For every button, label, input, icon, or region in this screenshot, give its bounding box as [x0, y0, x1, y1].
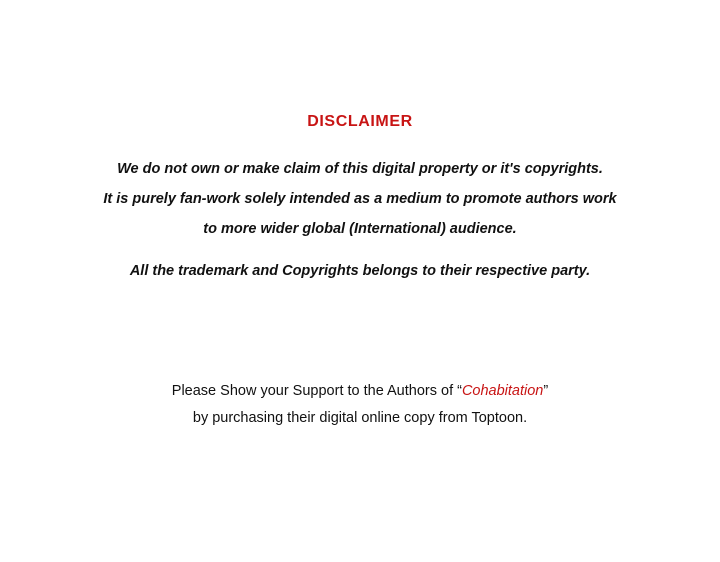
support-line-1 [0, 378, 720, 405]
disclaimer-line-3: to more wider global (International) audience. [203, 221, 517, 237]
support-line-1-prefix: Please Show your Support to the Authors of “ [171, 383, 462, 399]
disclaimer-line-1: We do not own or make claim of this digital property or it's copyrights. [117, 161, 603, 177]
disclaimer-text-block [0, 154, 720, 286]
support-line-1-suffix: ” [543, 383, 549, 399]
work-title: Cohabitation [461, 383, 544, 399]
support-text-block [0, 378, 720, 432]
disclaimer-line-2: It is purely fan-work solely intended as a medium to promote authors work [103, 191, 617, 207]
page-title: DISCLAIMER [307, 113, 413, 130]
trademark-line: All the trademark and Copyrights belongs to their respective party. [129, 263, 591, 279]
support-line-2: by purchasing their digital online copy from Toptoon. [192, 410, 528, 426]
